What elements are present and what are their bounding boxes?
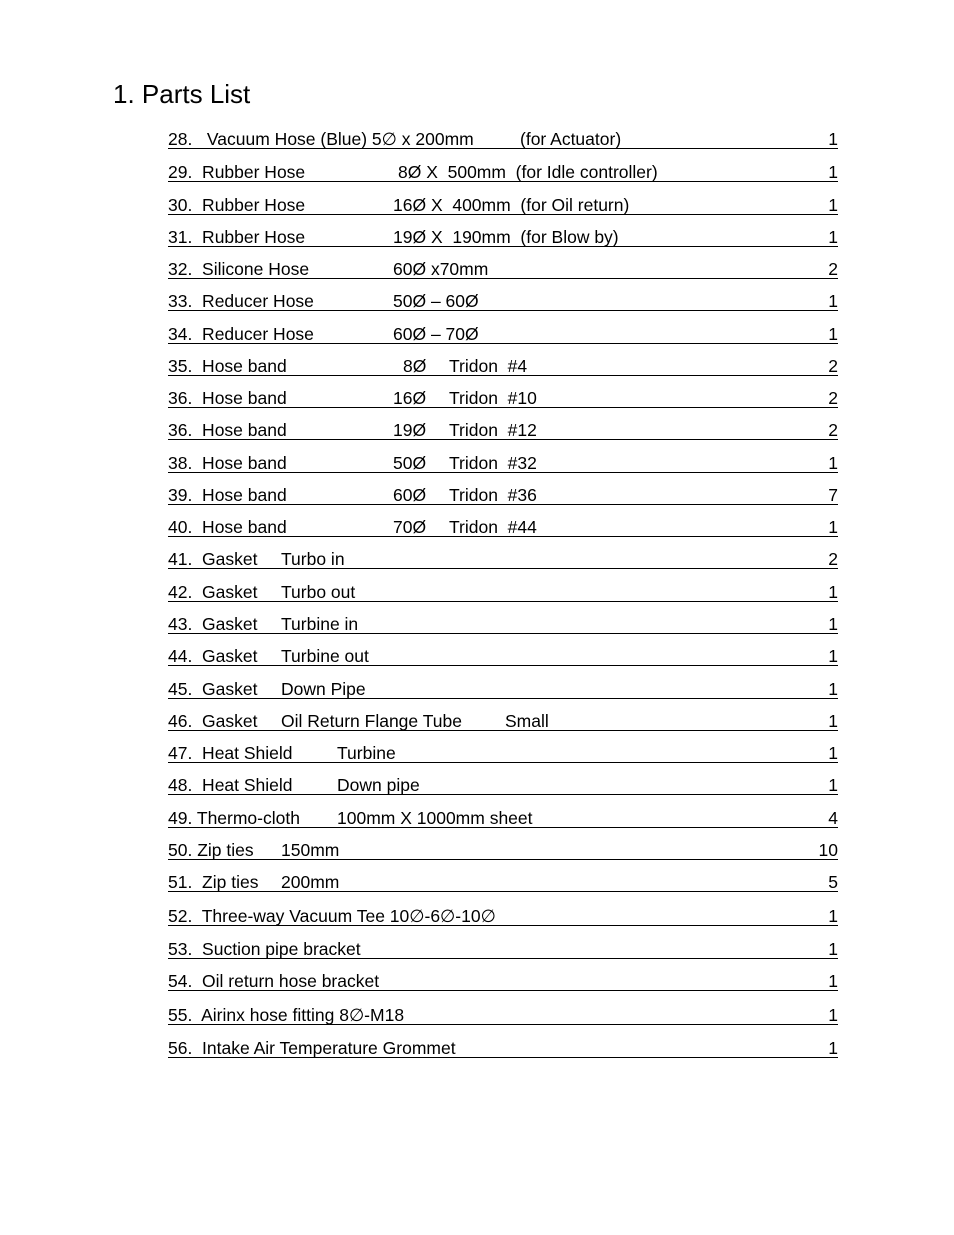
part-detail: 60Ø – 70Ø (393, 324, 479, 344)
part-name: 29. Rubber Hose (168, 162, 306, 182)
part-name: 34. Reducer Hose (168, 324, 314, 344)
parts-list-row (168, 869, 838, 892)
parts-list-row (168, 288, 838, 311)
part-quantity: 1 (828, 227, 838, 247)
part-quantity: 2 (828, 549, 838, 569)
part-quantity: 1 (828, 195, 838, 215)
part-name: 55. Airinx hose fitting 8∅-M18 (168, 1005, 405, 1025)
part-detail: Down Pipe (281, 679, 366, 699)
part-detail: 70Ø (393, 517, 427, 537)
parts-list-row (168, 968, 838, 991)
part-quantity: 1 (828, 679, 838, 699)
parts-list-row (168, 740, 838, 763)
part-name: 49. Thermo-cloth (168, 808, 300, 828)
part-quantity: 1 (828, 517, 838, 537)
parts-list-row (168, 643, 838, 666)
part-name: 41. Gasket (168, 549, 258, 569)
parts-list-row (168, 676, 838, 699)
part-name: 32. Silicone Hose (168, 259, 310, 279)
part-detail: 8Ø X 500mm (for Idle controller) (398, 162, 658, 182)
parts-list-row (168, 579, 838, 602)
parts-list-row (168, 417, 838, 440)
part-name: 53. Suction pipe bracket (168, 939, 361, 959)
part-quantity: 1 (828, 971, 838, 991)
part-detail: 200mm (281, 872, 340, 892)
part-quantity: 1 (828, 939, 838, 959)
part-quantity: 1 (828, 646, 838, 666)
part-detail: 100mm X 1000mm sheet (337, 808, 533, 828)
part-detail: Turbine (337, 743, 396, 763)
parts-list-row (168, 1035, 838, 1058)
part-quantity: 1 (828, 711, 838, 731)
part-name: 33. Reducer Hose (168, 291, 314, 311)
part-detail: 8Ø (403, 356, 427, 376)
part-name: 35. Hose band (168, 356, 287, 376)
part-name: 28. Vacuum Hose (Blue) 5∅ x 200mm (168, 129, 474, 149)
part-detail: Tridon #36 (449, 485, 537, 505)
part-quantity: 7 (828, 485, 838, 505)
part-detail: 50Ø – 60Ø (393, 291, 479, 311)
part-quantity: 2 (828, 356, 838, 376)
parts-list-row (168, 936, 838, 959)
part-detail: Turbo in (281, 549, 345, 569)
part-name: 50. Zip ties (168, 840, 254, 860)
part-name: 31. Rubber Hose (168, 227, 306, 247)
parts-list-row (168, 514, 838, 537)
part-name: 47. Heat Shield (168, 743, 293, 763)
parts-list-row (168, 385, 838, 408)
parts-list-row (168, 611, 838, 634)
parts-list-row (168, 159, 838, 182)
part-quantity: 1 (828, 582, 838, 602)
part-detail: Oil Return Flange Tube (281, 711, 462, 731)
part-detail: Turbo out (281, 582, 356, 602)
parts-list-row (168, 321, 838, 344)
part-detail: Tridon #4 (449, 356, 528, 376)
parts-list-row (168, 224, 838, 247)
part-detail: 19Ø (393, 420, 427, 440)
part-name: 39. Hose band (168, 485, 287, 505)
part-detail: 16Ø X 400mm (for Oil return) (393, 195, 630, 215)
part-name: 51. Zip ties (168, 872, 259, 892)
part-detail: 150mm (281, 840, 340, 860)
part-detail: 50Ø (393, 453, 427, 473)
part-detail: Tridon #12 (449, 420, 537, 440)
parts-list-row (168, 256, 838, 279)
part-detail: 19Ø X 190mm (for Blow by) (393, 227, 619, 247)
parts-list-row (168, 708, 838, 731)
part-detail: Tridon #32 (449, 453, 537, 473)
part-name: 52. Three-way Vacuum Tee 10∅-6∅-10∅ (168, 906, 496, 926)
part-detail: Small (505, 711, 549, 731)
parts-list-row (168, 482, 838, 505)
parts-list-row (168, 353, 838, 376)
part-quantity: 4 (828, 808, 838, 828)
part-quantity: 1 (828, 162, 838, 182)
part-detail: Tridon #44 (449, 517, 537, 537)
part-quantity: 1 (828, 453, 838, 473)
parts-list-row (168, 805, 838, 828)
part-quantity: 1 (828, 291, 838, 311)
part-quantity: 10 (818, 840, 838, 860)
part-detail: (for Actuator) (520, 129, 622, 149)
parts-list-row (168, 450, 838, 473)
part-detail: Turbine out (281, 646, 369, 666)
part-name: 44. Gasket (168, 646, 258, 666)
parts-list-row (168, 903, 838, 926)
part-quantity: 2 (828, 259, 838, 279)
part-name: 30. Rubber Hose (168, 195, 306, 215)
part-quantity: 2 (828, 420, 838, 440)
part-quantity: 2 (828, 388, 838, 408)
part-detail: Down pipe (337, 775, 420, 795)
part-name: 45. Gasket (168, 679, 258, 699)
part-name: 48. Heat Shield (168, 775, 293, 795)
part-name: 43. Gasket (168, 614, 258, 634)
parts-list-row (168, 126, 838, 149)
part-quantity: 1 (828, 129, 838, 149)
part-name: 56. Intake Air Temperature Grommet (168, 1038, 456, 1058)
part-name: 36. Hose band (168, 420, 287, 440)
part-name: 42. Gasket (168, 582, 258, 602)
parts-list-row (168, 546, 838, 569)
part-quantity: 1 (828, 1005, 838, 1025)
parts-list-row (168, 837, 838, 860)
parts-list-row (168, 772, 838, 795)
part-detail: 60Ø (393, 485, 427, 505)
part-quantity: 1 (828, 906, 838, 926)
part-quantity: 5 (828, 872, 838, 892)
page-title: 1. Parts List (113, 79, 251, 109)
part-detail: 16Ø (393, 388, 427, 408)
parts-list-row (168, 192, 838, 215)
part-name: 46. Gasket (168, 711, 258, 731)
parts-list-row (168, 1002, 838, 1025)
part-detail: 60Ø x70mm (393, 259, 489, 279)
part-quantity: 1 (828, 743, 838, 763)
part-detail: Turbine in (281, 614, 359, 634)
part-name: 54. Oil return hose bracket (168, 971, 380, 991)
part-quantity: 1 (828, 775, 838, 795)
part-detail: Tridon #10 (449, 388, 537, 408)
part-quantity: 1 (828, 324, 838, 344)
part-name: 38. Hose band (168, 453, 287, 473)
part-name: 40. Hose band (168, 517, 287, 537)
part-quantity: 1 (828, 1038, 838, 1058)
part-quantity: 1 (828, 614, 838, 634)
part-name: 36. Hose band (168, 388, 287, 408)
